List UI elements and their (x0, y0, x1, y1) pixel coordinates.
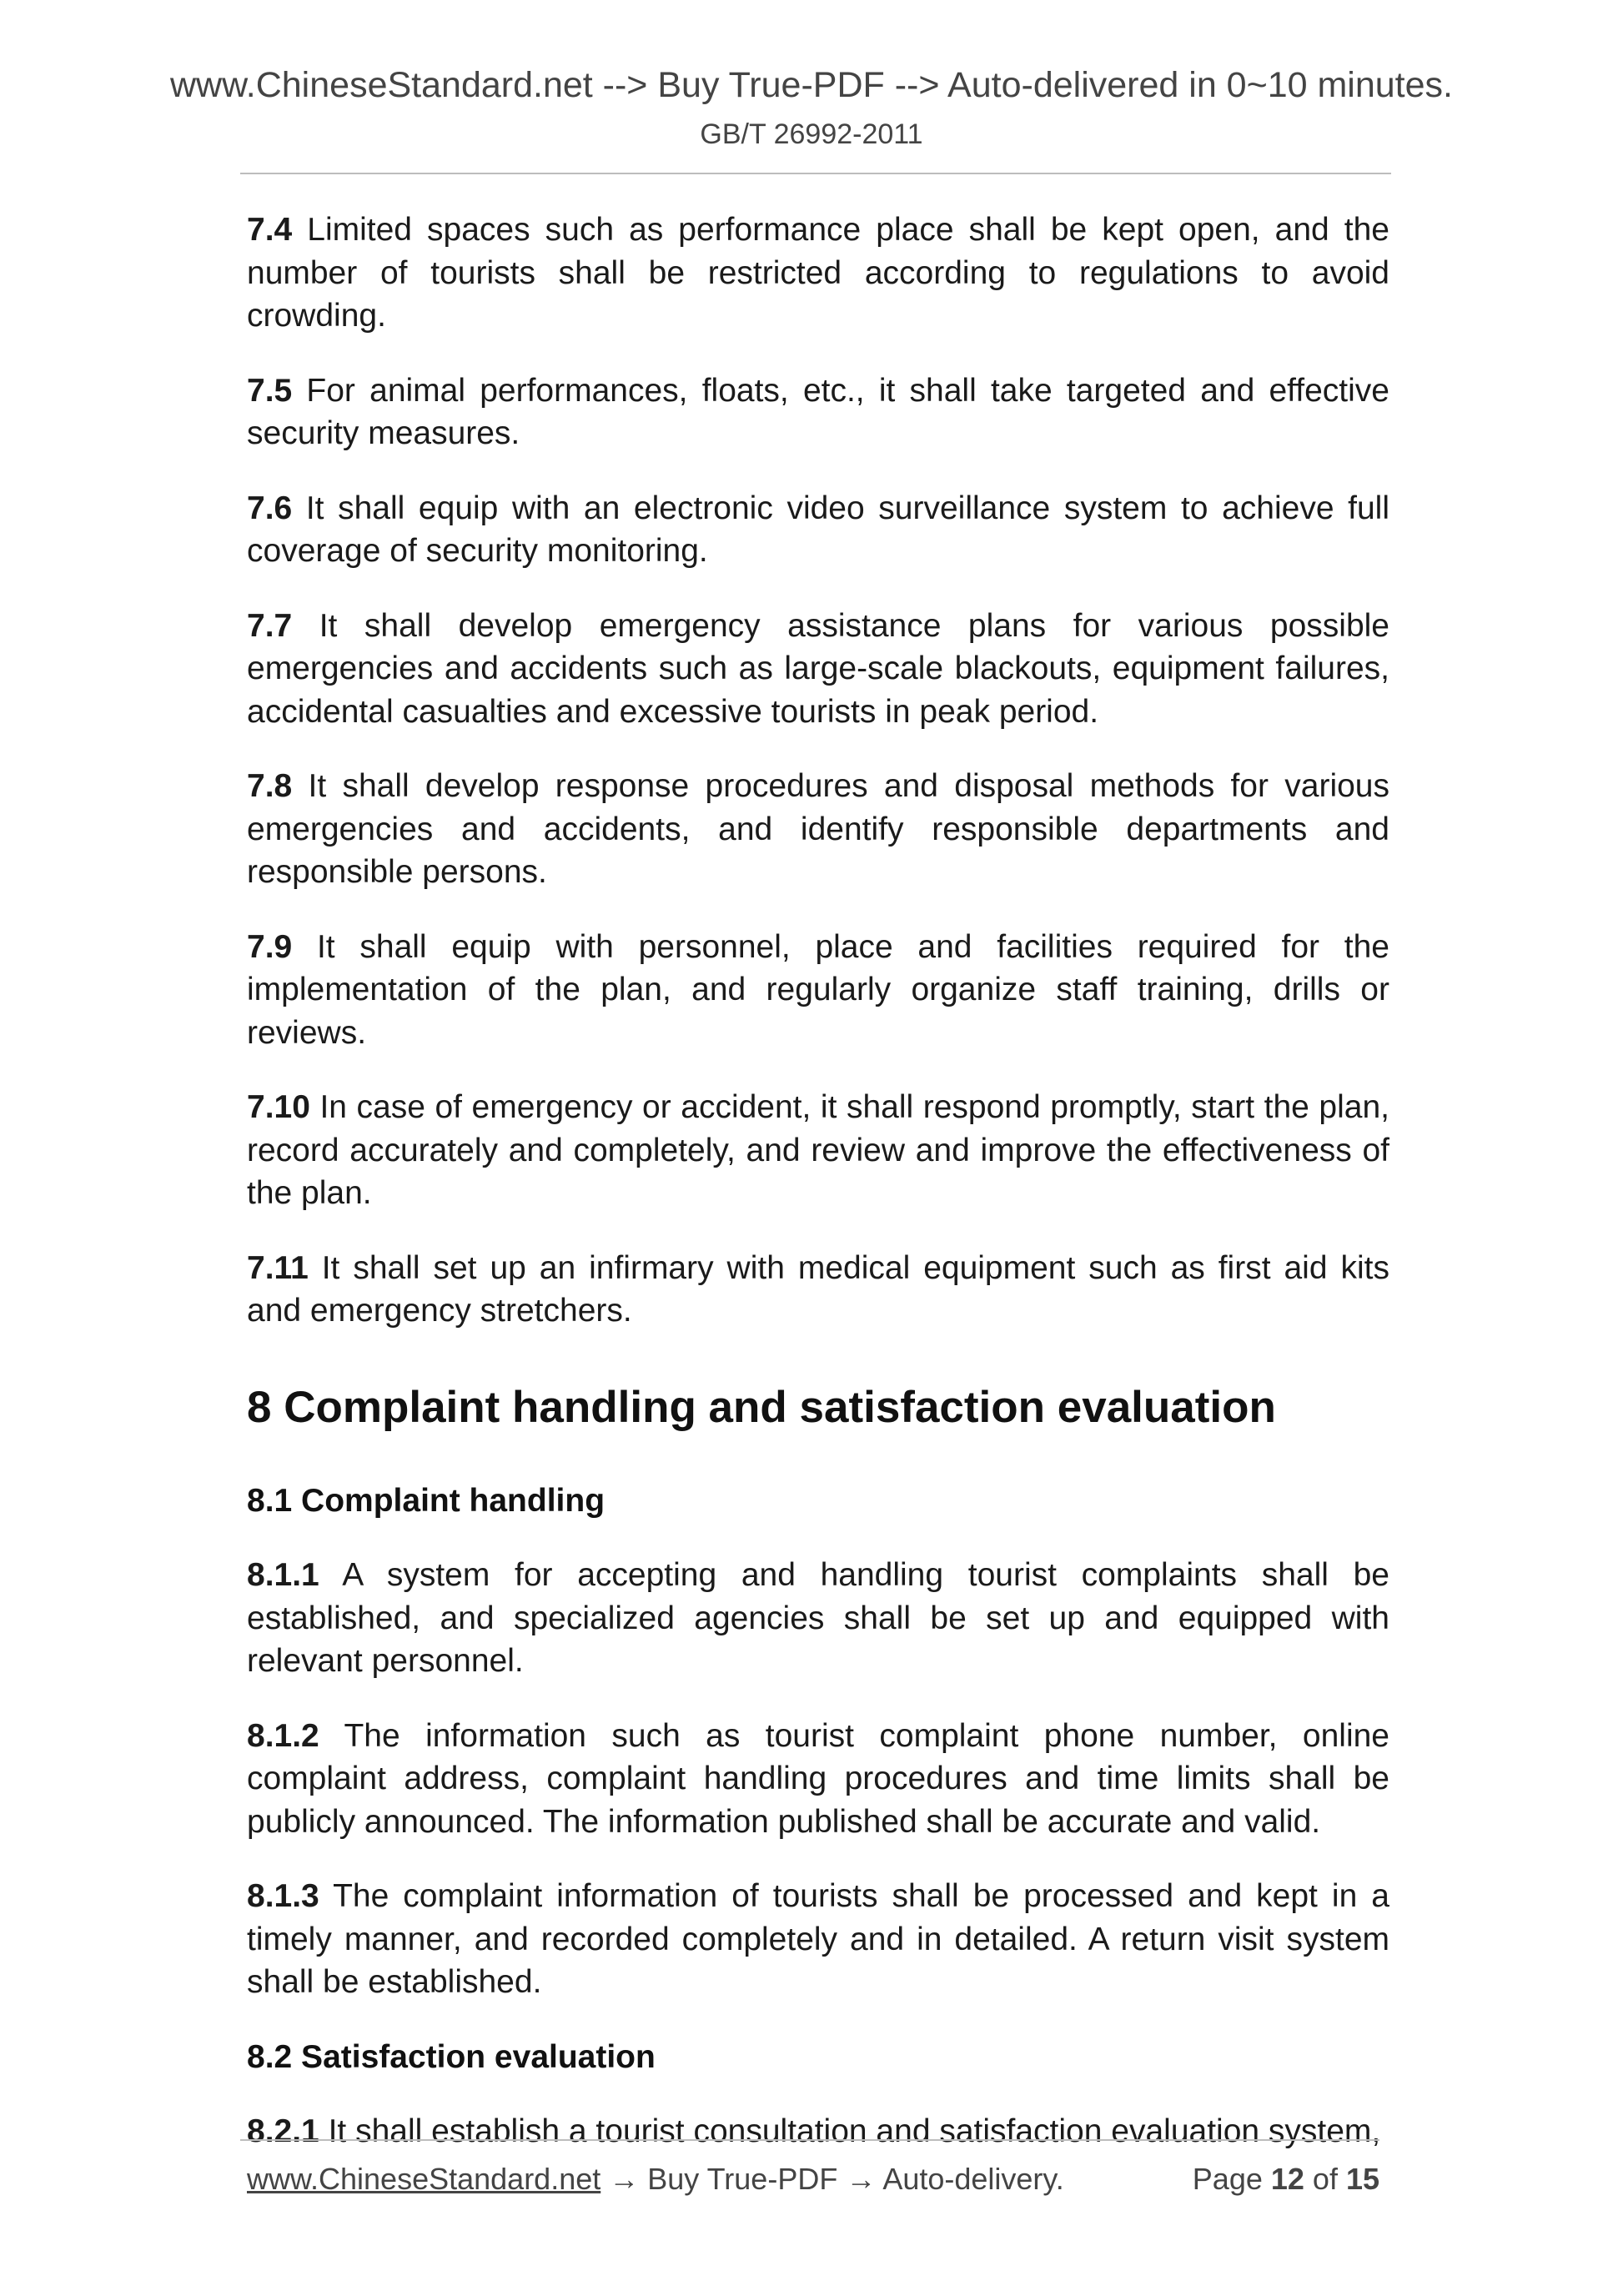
clause-text: The complaint information of tourists shall be processed and kept in a timely manner, and recorded completely and in detailed. A return visit system shall be established. (247, 1878, 1389, 2000)
page-footer (247, 2162, 1379, 2197)
footer-divider (240, 2139, 1379, 2141)
subsection-8-2-heading: 8.2 Satisfaction evaluation (247, 2038, 656, 2075)
footer-left (247, 2162, 1064, 2197)
header-divider (240, 173, 1391, 174)
clause-7-9 (247, 926, 1389, 1055)
clause-text: The information such as tourist complaint phone number, online complaint address, complaint handling procedures and time limits shall be publicly announced. The information published shall be accurate and valid. (247, 1717, 1389, 1840)
subsection-8-1-heading: 8.1 Complaint handling (247, 1482, 605, 1519)
clause-number: 7.11 (247, 1249, 309, 1286)
clause-number: 7.10 (247, 1089, 310, 1125)
clause-text: It shall develop emergency assistance plans for various possible emergencies and accidents such as large-scale blackouts, equipment failures, accidental casualties and excessive tourists in peak period. (247, 607, 1389, 730)
clause-number: 7.8 (247, 768, 293, 804)
clause-number: 8.1.1 (247, 1557, 319, 1593)
clause-7-4 (247, 208, 1389, 338)
clause-8-1-1 (247, 1554, 1389, 1683)
clause-number: 8.1.3 (247, 1878, 319, 1914)
clause-7-7 (247, 605, 1389, 734)
page-total: 15 (1345, 2162, 1379, 2196)
footer-tagline: → Buy True-PDF → Auto-delivery. (600, 2162, 1064, 2196)
clause-number: 7.6 (247, 490, 293, 526)
clause-number: 8.1.2 (247, 1717, 319, 1754)
clause-7-10 (247, 1086, 1389, 1215)
clause-8-1-2 (247, 1715, 1389, 1844)
clause-text: Limited spaces such as performance place shall be kept open, and the number of tourists shall be restricted according to regulations to avoid crowding. (247, 212, 1389, 334)
section-8-heading: 8 Complaint handling and satisfaction evaluation (247, 1382, 1276, 1432)
page-indicator (1193, 2162, 1379, 2197)
clause-7-5 (247, 369, 1389, 455)
page-label: Page (1192, 2162, 1271, 2196)
clause-text: It shall develop response procedures and disposal methods for various emergencies and accidents, and identify responsible departments and responsible persons. (247, 768, 1389, 890)
header-banner: www.ChineseStandard.net --> Buy True-PDF --> Auto-delivered in 0~10 minutes. (169, 65, 1453, 105)
clause-text: It shall equip with personnel, place and facilities required for the implementation of the plan, and regularly organize staff training, drills or reviews. (247, 928, 1389, 1051)
clause-text: It shall establish a tourist consultation and satisfaction evaluation system, (319, 2113, 1381, 2149)
of-label: of (1304, 2162, 1346, 2196)
clause-text: For animal performances, floats, etc., it shall take targeted and effective security measures. (247, 372, 1389, 451)
clause-number: 7.7 (247, 607, 293, 644)
clause-text: A system for accepting and handling tourist complaints shall be established, and specialized agencies shall be set up and equipped with relevant personnel. (247, 1557, 1389, 1679)
page-content (247, 208, 1389, 2185)
clause-text: It shall set up an infirmary with medical equipment such as first aid kits and emergency stretchers. (247, 1249, 1389, 1329)
footer-site-link[interactable]: www.ChineseStandard.net (247, 2162, 601, 2196)
page-current: 12 (1270, 2162, 1304, 2196)
standard-number: GB/T 26992-2011 (700, 118, 923, 150)
clause-number: 7.4 (247, 212, 293, 248)
clause-number: 8.2.1 (247, 2113, 319, 2149)
clause-text: In case of emergency or accident, it shall respond promptly, start the plan, record accurately and completely, and review and improve the effectiveness of the plan. (247, 1089, 1389, 1211)
clause-7-6 (247, 487, 1389, 573)
clause-7-8 (247, 765, 1389, 894)
clause-number: 7.9 (247, 928, 293, 965)
clause-text: It shall equip with an electronic video surveillance system to achieve full coverage of security monitoring. (247, 490, 1389, 569)
clause-8-1-3 (247, 1875, 1389, 2004)
clause-8-2-1 (247, 2110, 1389, 2153)
clause-number: 7.5 (247, 372, 293, 409)
clause-7-11 (247, 1247, 1389, 1333)
